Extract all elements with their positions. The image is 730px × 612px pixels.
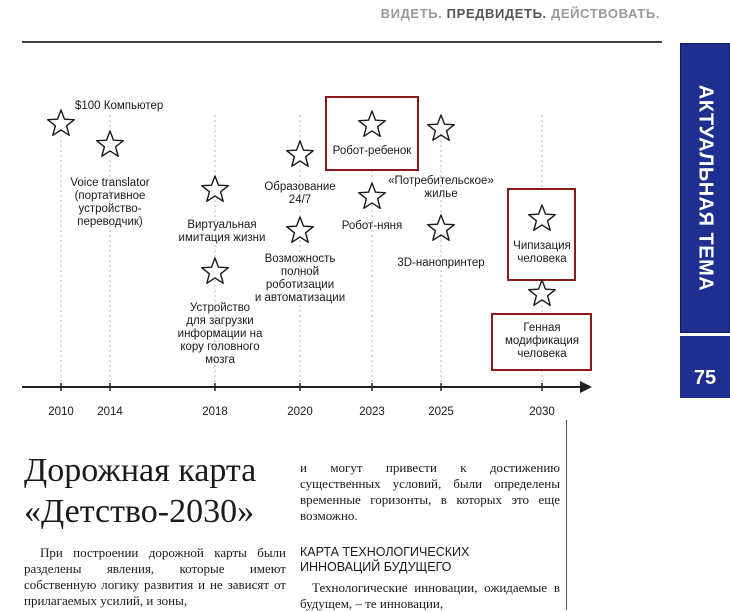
roadmap-item-label-2 bbox=[179, 219, 266, 244]
article-title-line-1: Дорожная карта bbox=[24, 452, 257, 489]
highlight-box-10 bbox=[508, 189, 575, 280]
axis-arrow-icon bbox=[580, 381, 592, 393]
star-icon bbox=[287, 141, 314, 166]
left-column-text bbox=[24, 545, 286, 609]
roadmap-item-line: имитация жизни bbox=[178, 232, 266, 244]
slogan-part-2: ПРЕДВИДЕТЬ. bbox=[446, 6, 547, 21]
roadmap-item-label-1 bbox=[70, 177, 149, 228]
roadmap-item-line: информации на bbox=[177, 328, 263, 340]
year-label-2023: 2023 bbox=[359, 406, 385, 418]
year-label-2020: 2020 bbox=[287, 406, 313, 418]
roadmap-item-label-4 bbox=[264, 181, 335, 206]
column-divider bbox=[566, 420, 567, 610]
roadmap-item-line: устройство- bbox=[78, 203, 142, 215]
right-paragraph-2: Технологические инновации, ожидаемые в будущем, – те инновации, bbox=[300, 580, 560, 611]
year-label-2025: 2025 bbox=[428, 406, 454, 418]
subheading-line-1: КАРТА ТЕХНОЛОГИЧЕСКИХ bbox=[300, 545, 470, 559]
roadmap-item-line: Виртуальная bbox=[187, 219, 257, 231]
slogan-part-1: ВИДЕТЬ. bbox=[380, 6, 443, 21]
year-label-2014: 2014 bbox=[97, 406, 123, 418]
star-icon bbox=[287, 217, 314, 242]
article-title-line-2: «Детство-2030» bbox=[24, 493, 255, 530]
roadmap-item-line: Образование bbox=[264, 181, 336, 193]
left-paragraph: При построении дорожной карты были разделены явления, которые имеют собственную логику развития и не зависят от прилагаемых усилий, и зоны, bbox=[24, 545, 286, 608]
star-icon bbox=[202, 176, 229, 201]
star-icon bbox=[359, 183, 386, 208]
roadmap-item-line: 3D-нанопринтер bbox=[397, 257, 485, 269]
slogan-part-3: ДЕЙСТВОВАТЬ. bbox=[550, 6, 660, 21]
roadmap-item-line: роботизации bbox=[265, 279, 335, 291]
year-label-2030: 2030 bbox=[529, 406, 555, 418]
roadmap-item-line: для загрузки bbox=[186, 315, 254, 327]
roadmap-item-line: полной bbox=[280, 266, 320, 278]
roadmap-item-line: мозга bbox=[205, 354, 235, 366]
year-label-2018: 2018 bbox=[202, 406, 228, 418]
right-paragraph: и могут привести к достижению существенных условий, были определены временные горизонты, в которых это еще возможно. bbox=[300, 460, 560, 523]
roadmap-item-line: и автоматизации bbox=[254, 292, 346, 304]
roadmap-item-line: Чипизация bbox=[513, 240, 571, 252]
section-tab-label: АКТУАЛЬНАЯ ТЕМА bbox=[694, 84, 717, 292]
section-tab bbox=[680, 43, 730, 333]
article-title bbox=[24, 450, 256, 532]
roadmap-item-label-5 bbox=[255, 253, 345, 304]
roadmap-item-label-7 bbox=[342, 220, 403, 232]
page-number: 75 bbox=[693, 367, 717, 389]
roadmap-item-line: человека bbox=[517, 348, 567, 360]
roadmap-item-line: $100 Компьютер bbox=[75, 100, 164, 112]
roadmap-item-line: (портативное bbox=[74, 190, 146, 202]
star-icon bbox=[202, 258, 229, 283]
year-label-2010: 2010 bbox=[48, 406, 74, 418]
roadmap-item-label-3 bbox=[178, 302, 263, 366]
highlight-box-6 bbox=[326, 97, 418, 170]
roadmap-item-line: Возможность bbox=[264, 253, 336, 265]
roadmap-item-line: Voice translator bbox=[70, 177, 150, 189]
roadmap-item-label-6 bbox=[333, 145, 413, 157]
right-column-text-2 bbox=[300, 580, 560, 612]
subheading-line-2: ИННОВАЦИЙ БУДУЩЕГО bbox=[300, 560, 452, 574]
star-icon bbox=[97, 131, 124, 156]
roadmap-item-line: переводчик) bbox=[77, 216, 143, 228]
roadmap-item-label-0 bbox=[75, 100, 163, 112]
roadmap-item-line: «Потребительское» bbox=[388, 175, 494, 187]
roadmap-item-line: 24/7 bbox=[288, 194, 312, 206]
roadmap-item-line: Устройство bbox=[189, 302, 251, 314]
roadmap-item-label-9 bbox=[397, 257, 484, 269]
roadmap-item-line: Робот-няня bbox=[341, 220, 403, 232]
roadmap-item-line: модификация bbox=[505, 335, 579, 347]
roadmap-item-line: кору головного bbox=[180, 341, 260, 353]
page-number-box bbox=[680, 336, 730, 398]
roadmap-item-line: жилье bbox=[424, 188, 458, 200]
roadmap-item-line: Робот-ребенок bbox=[332, 145, 412, 157]
roadmap-item-line: Генная bbox=[523, 322, 561, 334]
roadmap-item-label-10 bbox=[513, 240, 571, 265]
roadmap-item-label-8 bbox=[388, 175, 494, 200]
section-subheading bbox=[300, 545, 560, 575]
right-column-text bbox=[300, 460, 560, 524]
roadmap-item-line: человека bbox=[517, 253, 567, 265]
